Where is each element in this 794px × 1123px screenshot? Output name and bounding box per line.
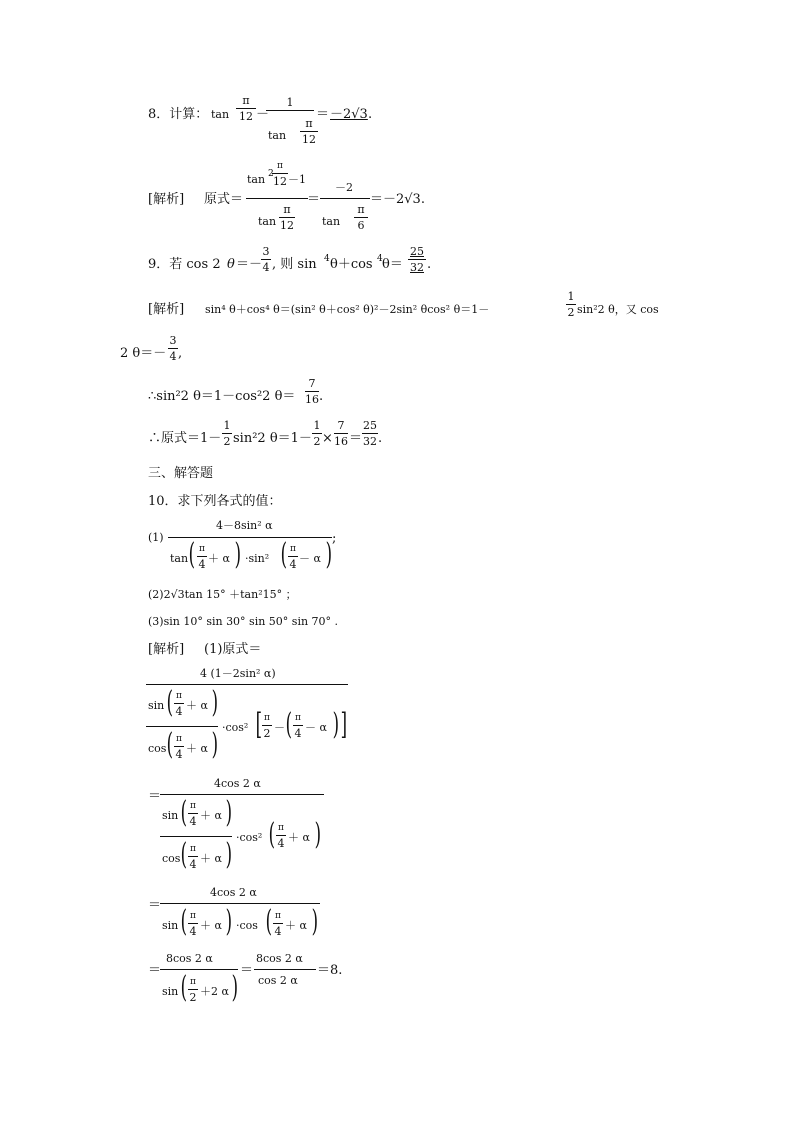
- sol10-s2-pi4a: π 4: [189, 801, 197, 828]
- sol10-s3-sin: sin: [162, 919, 179, 932]
- q9-sup4a: 4: [324, 254, 330, 264]
- q8-equals: ＝: [316, 107, 330, 122]
- sol9-line1: sin⁴ θ＋cos⁴ θ＝(sin² θ＋cos² θ)²－2sin² θcos² θ＝1－: [205, 303, 490, 316]
- sol10-s2-rp3: ): [314, 817, 322, 852]
- sol10-s1-plusa1: ＋ α: [186, 699, 208, 712]
- sol9-half-num: 1: [567, 290, 575, 303]
- q8-period: .: [368, 107, 373, 122]
- sol10-s1-minus: －: [274, 721, 285, 734]
- q9-sup4b: 4: [377, 254, 383, 264]
- q8-one: 1: [286, 96, 294, 109]
- sol10-s3-num: 4cos 2 α: [210, 886, 257, 899]
- sol8-num-12: 12: [273, 175, 287, 188]
- sol9-l4-end: .: [378, 431, 383, 446]
- q9-num: 3: [262, 245, 270, 258]
- sol9-l4-num1: 1: [223, 419, 231, 432]
- sol10-s3-eq: ＝: [148, 898, 162, 913]
- sol10-s1-pi4c: π 4: [294, 713, 302, 740]
- sol10-s3-rp1: ): [225, 904, 233, 939]
- sol10-s1-sin: sin: [148, 699, 165, 712]
- sol10-s1-lp3: (: [285, 707, 293, 742]
- q10-p1-num: 4－8sin² α: [216, 519, 273, 532]
- q9-plus: θ＋cos: [330, 257, 373, 272]
- sol10-s2-plusa2: ＋ α: [200, 852, 222, 865]
- sol10-s4-bar2: [254, 969, 316, 970]
- q10-p1-sin2: ·sin²: [245, 552, 270, 565]
- sol10-s1-lp2: (: [166, 727, 174, 762]
- q8-den-pi: π: [305, 117, 313, 130]
- sol9-l2-frac: [168, 335, 178, 362]
- sol8-mid-frac: [354, 204, 368, 231]
- q8-den-frac: [300, 118, 318, 145]
- sol10-s1-inner-bar: [146, 726, 218, 727]
- sol9-l4-den2: 2: [313, 435, 321, 448]
- sol10-s2-num: 4cos 2 α: [214, 777, 261, 790]
- sol10-step1-num: 4 (1－2sin² α): [200, 667, 276, 680]
- q8-answer: －2√3: [330, 107, 368, 122]
- q10-p1-pi4a: π 4: [198, 544, 206, 571]
- q8-den-12: 12: [302, 133, 316, 146]
- sol8-num-tan: tan: [247, 173, 266, 186]
- sol9-l4-den3: 16: [334, 435, 348, 448]
- sol8-mid-num: －2: [335, 181, 353, 194]
- q9-period: .: [427, 257, 432, 272]
- sol10-s4-den2: cos 2 α: [258, 974, 298, 987]
- sol9-l4-den1: 2: [223, 435, 231, 448]
- sol8-mid-bar: [320, 198, 370, 199]
- sol10-s3-pi4b: π 4: [274, 911, 282, 938]
- sol10-s3-cos: ·cos: [236, 919, 258, 932]
- sol9-line1-end: sin²2 θ，又 cos: [577, 303, 659, 316]
- sol8-eq1: ＝: [307, 192, 321, 207]
- sol9-l2-den: 4: [169, 350, 177, 363]
- sol10-tag: [解析]: [148, 642, 185, 657]
- sol8-num-minus1: －1: [288, 173, 306, 186]
- q10-p1-rparen1: ): [234, 537, 242, 572]
- sol9-tag: [解析]: [148, 302, 185, 317]
- q8-12: 12: [239, 110, 253, 123]
- sol10-s2-lp1: (: [180, 795, 188, 830]
- sol9-l2-end: ,: [178, 346, 183, 361]
- sol10-s2-lp2: (: [180, 837, 188, 872]
- sol8-num-pi: π: [277, 161, 283, 171]
- sol10-s2-pi4b: π 4: [189, 844, 197, 871]
- sol10-s4-eq: ＝: [148, 963, 162, 978]
- q10-p1-rparen2: ): [325, 537, 333, 572]
- sol10-s2-sin: sin: [162, 809, 179, 822]
- q9-eq: ＝－: [236, 257, 263, 272]
- sol9-l4-mid: sin²2 θ＝1－: [233, 431, 312, 446]
- sol8-den-frac: [279, 204, 295, 231]
- q10-p1-pi4b: π 4: [289, 544, 297, 571]
- sol10-s1-rp1: ): [211, 685, 219, 720]
- sol10-s2-plusa3: ＋ α: [288, 831, 310, 844]
- sol10-s2-rp2: ): [225, 837, 233, 872]
- sol10-s4-lp: (: [180, 970, 188, 1005]
- sol8-tag: [解析]: [148, 192, 185, 207]
- sol8-lhs: 原式＝: [204, 192, 244, 207]
- sol10-s3-lp2: (: [265, 904, 273, 939]
- sol10-s2-inner-bar: [160, 836, 232, 837]
- sol9-l4-num2: 1: [313, 419, 321, 432]
- sol10-step1-bar: [146, 684, 348, 685]
- sol8-main-bar: [246, 198, 308, 199]
- q10-p1-end: ;: [332, 531, 337, 546]
- sol9-l3-end: .: [319, 389, 324, 404]
- q8-tan: tan: [211, 108, 230, 121]
- sol9-l3-frac: [305, 378, 319, 405]
- sol10-s2-lp3: (: [268, 817, 276, 852]
- sol10-s4-bar: [160, 969, 238, 970]
- sol10-s1-lp1: (: [166, 685, 174, 720]
- sol8-den-tan: tan: [258, 215, 277, 228]
- q9-den: 4: [262, 261, 270, 274]
- sol8-mid-6: 6: [357, 219, 365, 232]
- sol9-l3-den: 16: [305, 393, 319, 406]
- sol10-s1-minusa: － α: [305, 721, 327, 734]
- q9-ans-den: 32: [410, 261, 424, 274]
- sol9-l4-num3: 7: [337, 419, 345, 432]
- sol10-s1-plusa2: ＋ α: [186, 742, 208, 755]
- q10-p1-den: tan: [170, 552, 189, 565]
- sol10-s3-rp2: ): [311, 904, 319, 939]
- sol9-eq: ＝: [349, 431, 363, 446]
- q10-p2: (2)2√3tan 15° ＋tan²15° ；: [148, 588, 297, 601]
- sol8-eq2: ＝: [370, 192, 384, 207]
- q8-minus: －: [256, 107, 270, 122]
- sol9-line2: 2 θ＝－: [120, 346, 167, 361]
- q8-label: 8．计算：: [148, 107, 209, 122]
- q9-mid: , 则 sin: [272, 257, 317, 272]
- q10-p3: (3)sin 10° sin 30° sin 50° sin 70° .: [148, 615, 339, 628]
- sol8-result: －2√3.: [383, 192, 425, 207]
- sol10-s1-cos: cos: [148, 742, 167, 755]
- sol10-s4-num: 8cos 2 α: [166, 952, 213, 965]
- sol8-mid-pi: π: [357, 203, 365, 216]
- q8-den-tan: tan: [268, 129, 287, 142]
- q8-frac-1-over-tan: [266, 97, 314, 113]
- sol9-l2-num: 3: [169, 334, 177, 347]
- sol10-s1-tail: ·cos²: [222, 721, 249, 734]
- sol10-s3-pi4a: π 4: [189, 911, 197, 938]
- sol10-s1-rbr: ]: [340, 707, 348, 742]
- q10-p1-lparen1: (: [188, 537, 196, 572]
- sol9-l3-num: 7: [308, 377, 316, 390]
- sol10-s2-rp1: ): [225, 795, 233, 830]
- sol10-s4-eq2: ＝: [240, 963, 254, 978]
- sol9-l4-num4: 25: [363, 419, 377, 432]
- sol10-s1-lbr: [: [255, 707, 263, 742]
- sol10-s4-plus2a: ＋2 α: [200, 985, 229, 998]
- q9-end: θ＝: [382, 257, 403, 272]
- sol9-times: ×: [322, 431, 333, 446]
- sol10-s1-rp3: ): [332, 707, 340, 742]
- q10-p1-minusa: － α: [299, 552, 321, 565]
- sol9-l4-frac4: [362, 420, 378, 447]
- q10-p1-plusa: ＋ α: [208, 552, 230, 565]
- sol9-l4-frac3: [334, 420, 348, 447]
- q9-frac: [261, 246, 271, 273]
- q9-theta: θ: [227, 257, 235, 272]
- sol8-mid-tan: tan: [322, 215, 341, 228]
- sol10-s2-tail: ·cos²: [236, 831, 263, 844]
- sol10-s1-pi4a: π 4: [175, 691, 183, 718]
- sol10-s4-sin: sin: [162, 985, 179, 998]
- q8-pi: π: [242, 94, 250, 107]
- q10-label: 10．求下列各式的值：: [148, 494, 282, 509]
- sol10-s3-lp1: (: [180, 904, 188, 939]
- sol8-num-frac: [272, 162, 288, 187]
- sol8-num-sup: 2: [268, 169, 274, 179]
- sol10-s1-pi2: π 2: [263, 713, 271, 740]
- sol10-s2-cos: cos: [162, 852, 181, 865]
- q9-ans-num: 25: [410, 245, 424, 258]
- sol10-s4-rp: ): [231, 970, 239, 1005]
- sol10-s2-pi4c: π 4: [277, 823, 285, 850]
- sol9-line3: ∴sin²2 θ＝1－cos²2 θ＝: [148, 389, 296, 404]
- q9-answer-frac: [408, 246, 426, 273]
- q10-p1-lparen2: (: [280, 537, 288, 572]
- q10-p1-label: (1): [148, 531, 164, 544]
- sol10-s3-plusa1: ＋ α: [200, 919, 222, 932]
- sol10-s2-eq: ＝: [148, 789, 162, 804]
- sol10-s4-result: ＝8.: [317, 963, 343, 978]
- sol8-den-12: 12: [280, 219, 294, 232]
- sol9-l4-frac2: [312, 420, 322, 447]
- sol10-s4-pi2: π 2: [189, 977, 197, 1004]
- sol10-s2-plusa1: ＋ α: [200, 809, 222, 822]
- sol10-head: (1)原式＝: [204, 642, 262, 657]
- sol10-s4-num2: 8cos 2 α: [256, 952, 303, 965]
- sol10-s1-pi4b: π 4: [175, 734, 183, 761]
- sol9-l4-frac1: [222, 420, 232, 447]
- sol9-half-den: 2: [567, 306, 575, 319]
- sol10-s1-rp2: ): [211, 727, 219, 762]
- section3-title: 三、解答题: [148, 466, 214, 481]
- sol9-l4-den4: 32: [363, 435, 377, 448]
- sol8-den-pi: π: [283, 203, 291, 216]
- sol9-half: [566, 291, 576, 318]
- sol10-s3-plusa2: ＋ α: [285, 919, 307, 932]
- q8-frac-pi12: [236, 95, 256, 122]
- q9-label: 9．若 cos 2: [148, 257, 221, 272]
- sol9-line4: ∴原式＝1－: [148, 431, 222, 446]
